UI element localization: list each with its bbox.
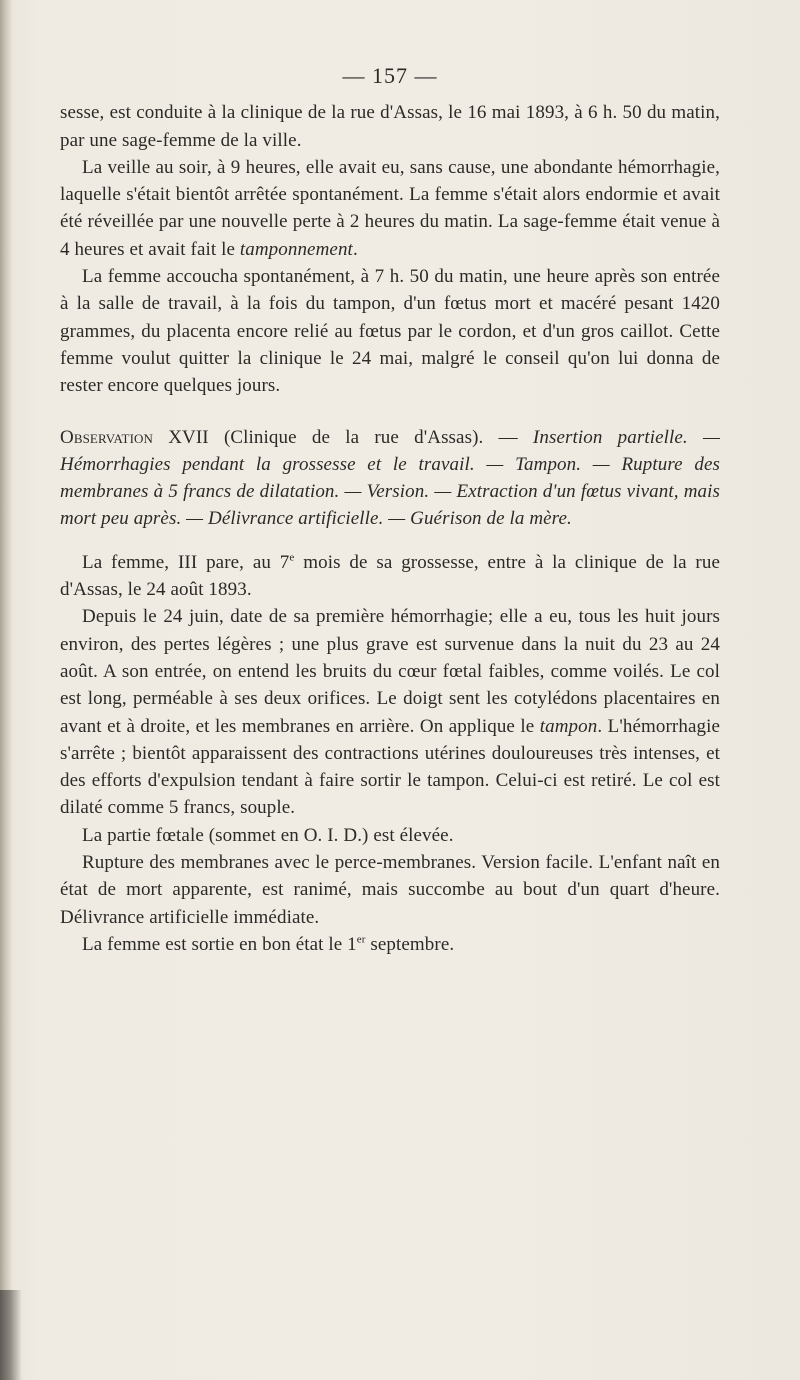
paragraph-arrival: sesse, est conduite à la clinique de la rue d'Assas, le 16 mai 1893, à 6 h. 50 du matin, par une sage-femme de la ville.: [60, 102, 720, 151]
binding-shadow: [0, 0, 12, 1380]
observation-label: Observation: [60, 426, 153, 448]
observation-heading: [60, 424, 720, 533]
paragraph-delivery: La femme accoucha spontanément, à 7 h. 50 du matin, une heure après son entrée à la salle de travail, à la fois du tampon, d'un fœtus mort et macéré pesant 1420 grammes, du placenta encore relié au fœtus par le cordon, et d'un gros caillot. Cette femme voulut quitter la clinique le 24 mai, malgré le conseil qu'on lui donna de rester encore quelques jours.: [60, 266, 720, 397]
page-number: — 157 —: [342, 63, 438, 88]
observation-number: XVII (Clinique de la rue d'Assas). —: [153, 426, 533, 448]
term-tamponnement: tamponnement: [239, 238, 353, 260]
page-edge-shadow: [0, 1290, 22, 1380]
paragraph-fetal-part: La partie fœtale (sommet en O. I. D.) est élevée.: [82, 824, 454, 846]
paragraph-history: Depuis le 24 juin, date de sa première hémorrhagie; elle a eu, tous les huit jours environ, des pertes légères ; une plus grave est survenue dans la nuit du 23 au 24 août. A son entrée, on entend les bruits du cœur fœtal faibles, comme voilés. Le col est long, perméable à ses deux orifices. Le doigt sent les cotylédons placentaires en avant et à droite, et les membranes en arrière. On applique le tampon. L'hémorrhagie s'arrête ; bientôt apparaissent des contractions utérines douloureuses très intenses, et des efforts d'expulsion tendant à faire sortir le tampon. Celui-ci est retiré. Le col est dilaté comme 5 francs, souple.: [60, 606, 720, 819]
page-text: [60, 62, 720, 958]
paragraph-rupture: Rupture des membranes avec le perce-membranes. Version facile. L'enfant naît en état de mort apparente, est ranimé, mais succombe au bout d'un quart d'heure. Délivrance artificielle immédiate.: [60, 852, 720, 928]
observation-titles: Insertion partielle. — Hémorrhagies pendant la grossesse et le travail. — Tampon. — Rupture des membranes à 5 francs de dilatation. — Version. — Extraction d'un fœtus vivant, mais mort peu après. — Délivrance artificielle. — Guérison de la mère.: [60, 426, 720, 530]
paragraph-discharge: La femme est sortie en bon état le 1er septembre.: [82, 933, 455, 955]
term-tampon: tampon: [539, 715, 598, 737]
paragraph-hemorrhage: La veille au soir, à 9 heures, elle avait eu, sans cause, une abondante hémorrhagie, laquelle s'était bientôt arrêtée spontanément. La femme s'était alors endormie et avait été réveillée par une nouvelle perte à 2 heures du matin. La sage-femme était venue à 4 heures et avait fait le tamponnement.: [60, 156, 720, 260]
paragraph-admission: La femme, III pare, au 7e mois de sa grossesse, entre à la clinique de la rue d'Assas, le 24 août 1893.: [60, 551, 720, 601]
